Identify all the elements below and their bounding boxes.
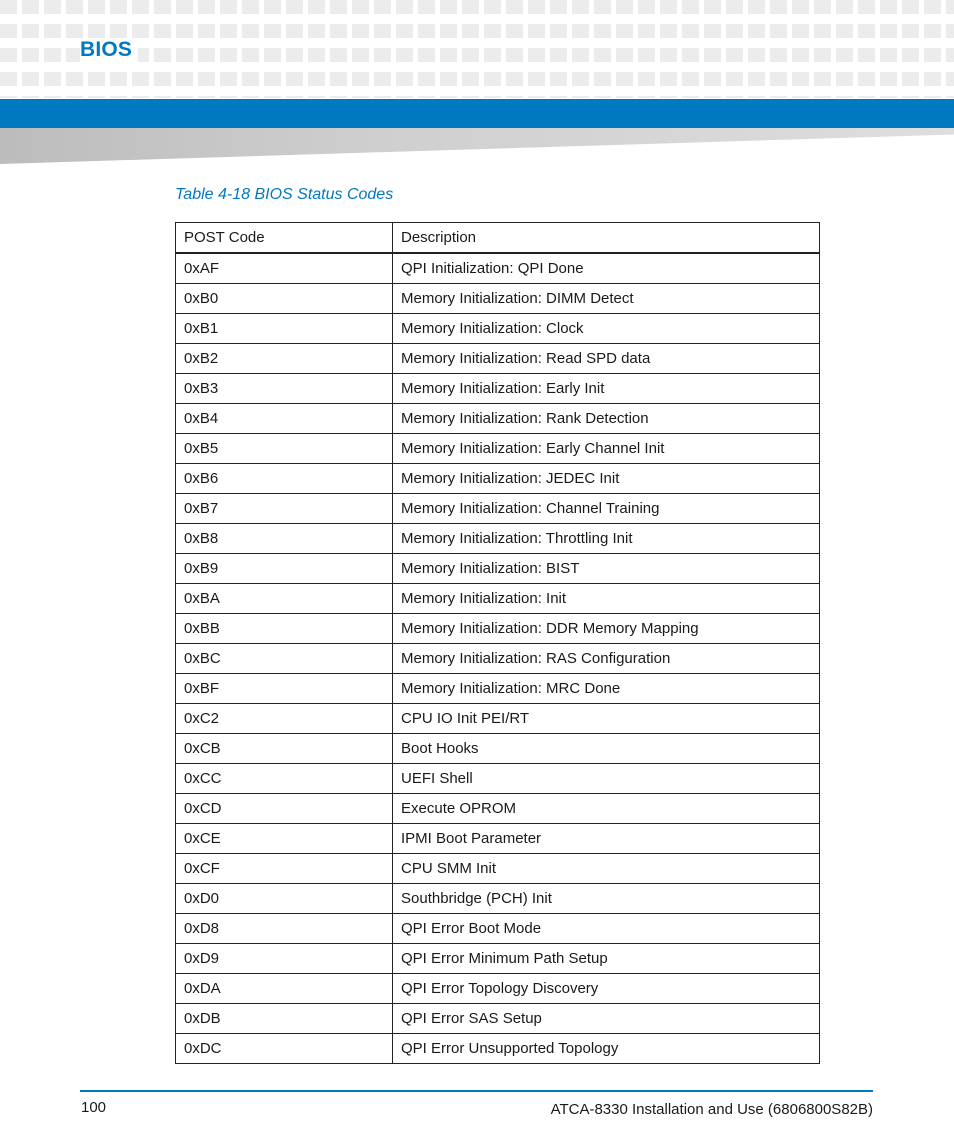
post-code-cell: 0xDB <box>176 1004 393 1034</box>
table-row <box>176 253 820 284</box>
description-cell: Memory Initialization: DDR Memory Mapping <box>393 614 820 644</box>
table-caption: Table 4-18 BIOS Status Codes <box>175 186 394 203</box>
description-cell: QPI Error Topology Discovery <box>393 974 820 1004</box>
post-code-cell: 0xCE <box>176 824 393 854</box>
table-row <box>176 494 820 524</box>
description-cell: Memory Initialization: MRC Done <box>393 674 820 704</box>
post-code-cell: 0xDA <box>176 974 393 1004</box>
post-code-cell: 0xBA <box>176 584 393 614</box>
table-body <box>176 253 820 1064</box>
table-row <box>176 764 820 794</box>
description-cell: Boot Hooks <box>393 734 820 764</box>
table-row <box>176 854 820 884</box>
table-row <box>176 554 820 584</box>
table-row <box>176 734 820 764</box>
description-cell: UEFI Shell <box>393 764 820 794</box>
description-cell: Execute OPROM <box>393 794 820 824</box>
description-cell: QPI Error Minimum Path Setup <box>393 944 820 974</box>
post-code-cell: 0xD9 <box>176 944 393 974</box>
table-row <box>176 644 820 674</box>
table-row <box>176 974 820 1004</box>
section-title: BIOS <box>80 38 138 62</box>
post-code-cell: 0xB9 <box>176 554 393 584</box>
description-cell: Memory Initialization: Channel Training <box>393 494 820 524</box>
table-row <box>176 794 820 824</box>
column-header-post-code: POST Code <box>176 223 393 254</box>
table-row <box>176 614 820 644</box>
description-cell: Memory Initialization: BIST <box>393 554 820 584</box>
table-row <box>176 314 820 344</box>
post-code-cell: 0xB0 <box>176 284 393 314</box>
table-row <box>176 584 820 614</box>
post-code-cell: 0xB4 <box>176 404 393 434</box>
description-cell: Memory Initialization: Early Init <box>393 374 820 404</box>
bios-status-codes-table <box>175 222 820 1064</box>
table-row <box>176 434 820 464</box>
table-row <box>176 824 820 854</box>
table-row <box>176 674 820 704</box>
post-code-cell: 0xB3 <box>176 374 393 404</box>
post-code-cell: 0xBC <box>176 644 393 674</box>
post-code-cell: 0xC2 <box>176 704 393 734</box>
post-code-cell: 0xD0 <box>176 884 393 914</box>
description-cell: Memory Initialization: Clock <box>393 314 820 344</box>
table-row <box>176 884 820 914</box>
table-row <box>176 1034 820 1064</box>
description-cell: Southbridge (PCH) Init <box>393 884 820 914</box>
table-row <box>176 914 820 944</box>
description-cell: QPI Error Boot Mode <box>393 914 820 944</box>
table-row <box>176 284 820 314</box>
table-row <box>176 524 820 554</box>
table-row <box>176 374 820 404</box>
post-code-cell: 0xCD <box>176 794 393 824</box>
table-row <box>176 404 820 434</box>
page-number: 100 <box>81 1099 107 1116</box>
header-blue-band <box>0 99 954 128</box>
post-code-cell: 0xBB <box>176 614 393 644</box>
post-code-cell: 0xB8 <box>176 524 393 554</box>
description-cell: Memory Initialization: Rank Detection <box>393 404 820 434</box>
description-cell: CPU IO Init PEI/RT <box>393 704 820 734</box>
post-code-cell: 0xCF <box>176 854 393 884</box>
post-code-cell: 0xDC <box>176 1034 393 1064</box>
table-row <box>176 1004 820 1034</box>
description-cell: Memory Initialization: Early Channel Init <box>393 434 820 464</box>
description-cell: QPI Error Unsupported Topology <box>393 1034 820 1064</box>
description-cell: QPI Initialization: QPI Done <box>393 253 820 284</box>
table-row <box>176 704 820 734</box>
post-code-cell: 0xD8 <box>176 914 393 944</box>
post-code-cell: 0xCC <box>176 764 393 794</box>
table-header-row <box>176 223 820 254</box>
header-pattern <box>0 0 954 98</box>
description-cell: Memory Initialization: DIMM Detect <box>393 284 820 314</box>
description-cell: QPI Error SAS Setup <box>393 1004 820 1034</box>
post-code-cell: 0xB2 <box>176 344 393 374</box>
description-cell: Memory Initialization: Init <box>393 584 820 614</box>
description-cell: Memory Initialization: Read SPD data <box>393 344 820 374</box>
post-code-cell: 0xB7 <box>176 494 393 524</box>
description-cell: Memory Initialization: JEDEC Init <box>393 464 820 494</box>
description-cell: Memory Initialization: Throttling Init <box>393 524 820 554</box>
post-code-cell: 0xCB <box>176 734 393 764</box>
table-row <box>176 944 820 974</box>
description-cell: CPU SMM Init <box>393 854 820 884</box>
table-row <box>176 344 820 374</box>
header-grey-band <box>0 128 954 164</box>
column-header-description: Description <box>393 223 820 254</box>
post-code-cell: 0xB1 <box>176 314 393 344</box>
post-code-cell: 0xB6 <box>176 464 393 494</box>
description-cell: IPMI Boot Parameter <box>393 824 820 854</box>
post-code-cell: 0xAF <box>176 253 393 284</box>
footer-rule <box>80 1090 873 1092</box>
table-row <box>176 464 820 494</box>
post-code-cell: 0xBF <box>176 674 393 704</box>
post-code-cell: 0xB5 <box>176 434 393 464</box>
document-title: ATCA-8330 Installation and Use (6806800S82B) <box>550 1101 873 1118</box>
description-cell: Memory Initialization: RAS Configuration <box>393 644 820 674</box>
